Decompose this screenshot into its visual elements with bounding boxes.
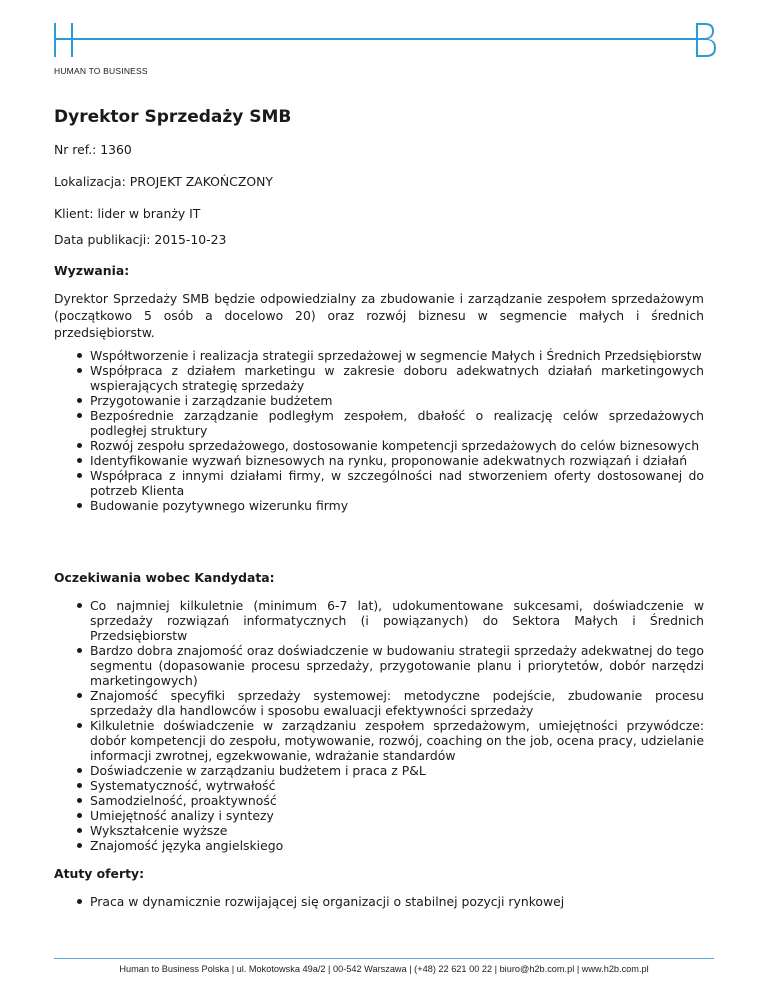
page-title: Dyrektor Sprzedaży SMB (54, 107, 292, 127)
company-logo (54, 22, 716, 78)
bullet-icon (77, 843, 82, 848)
bullet-icon (77, 368, 82, 373)
reference-number: Nr ref.: 1360 (54, 142, 132, 157)
list-item-text: Przygotowanie i zarządzanie budżetem (90, 393, 333, 408)
list-item (90, 393, 704, 408)
list-item-text: Bezpośrednie zarządzanie podległym zespołem, dbałość o realizację celów sprzedażowych podległej struktury (90, 408, 704, 438)
list-item-text: Kilkuletnie doświadczenie w zarządzaniu zespołem sprzedażowym, umiejętności przywódcze: dobór kompetencji do zespołu, motywowanie, rozwój, coaching on the job, ocena pracy, udzielanie informacji zwrotnej, egzekwowanie, wdrażanie standardów (90, 718, 704, 763)
list-item-text: Wykształcenie wyższe (90, 823, 228, 838)
list-item (90, 498, 704, 513)
list-item (90, 778, 704, 793)
list-item-text: Znajomość języka angielskiego (90, 838, 284, 853)
location: Lokalizacja: PROJEKT ZAKOŃCZONY (54, 174, 273, 189)
bullet-icon (77, 398, 82, 403)
list-item-text: Praca w dynamicznie rozwijającej się organizacji o stabilnej pozycji rynkowej (90, 894, 565, 909)
list-item (90, 453, 704, 468)
list-item-text: Współpraca z innymi działami firmy, w szczególności nad stworzeniem oferty dostosowanej do potrzeb Klienta (90, 468, 704, 498)
bullet-icon (77, 693, 82, 698)
list-item (90, 348, 704, 363)
list-item (90, 838, 704, 853)
benefits-heading: Atuty oferty: (54, 866, 145, 881)
list-item-text: Doświadczenie w zarządzaniu budżetem i praca z P&L (90, 763, 426, 778)
bullet-icon (77, 473, 82, 478)
list-item (90, 688, 704, 718)
logo-graphic (54, 22, 716, 62)
list-item-text: Samodzielność, proaktywność (90, 793, 277, 808)
list-item-text: Współpraca z działem marketingu w zakresie doboru adekwatnych działań marketingowych wspierających strategię sprzedaży (90, 363, 704, 393)
list-item (90, 468, 704, 498)
list-item (90, 718, 704, 763)
bullet-icon (77, 413, 82, 418)
list-item-text: Umiejętność analizy i syntezy (90, 808, 274, 823)
bullet-icon (77, 798, 82, 803)
challenges-intro: Dyrektor Sprzedaży SMB będzie odpowiedzialny za zbudowanie i zarządzanie zespołem sprzedażowym (początkowo 5 osób a docelowo 20) oraz rozwój biznesu w segmencie małych i średnich przedsiębiorstw. (54, 291, 704, 340)
bullet-icon (77, 723, 82, 728)
bullet-icon (77, 503, 82, 508)
list-item-text: Bardzo dobra znajomość oraz doświadczenie w budowaniu strategii sprzedaży adekwatnej do tego segmentu (dopasowanie procesu sprzedaży, przygotowanie planu i priorytetów, dobór narzędzi marketingowych) (90, 643, 704, 688)
list-item (90, 894, 704, 909)
list-item-text: Budowanie pozytywnego wizerunku firmy (90, 498, 349, 513)
bullet-icon (77, 768, 82, 773)
challenges-list (90, 348, 704, 513)
list-item (90, 598, 704, 643)
benefits-list (90, 894, 704, 909)
list-item-text: Współtworzenie i realizacja strategii sprzedażowej w segmencie Małych i Średnich Przedsiębiorstw (90, 348, 702, 363)
bullet-icon (77, 813, 82, 818)
publication-date: Data publikacji: 2015-10-23 (54, 232, 227, 247)
bullet-icon (77, 458, 82, 463)
list-item-text: Systematyczność, wytrwałość (90, 778, 276, 793)
list-item (90, 793, 704, 808)
list-item (90, 438, 704, 453)
expectations-list (90, 598, 704, 853)
bullet-icon (77, 828, 82, 833)
footer-divider (54, 958, 714, 959)
list-item-text: Co najmniej kilkuletnie (minimum 6-7 lat), udokumentowane sukcesami, doświadczenie w sprzedaży rozwiązań informatycznych (i powiązanych) do Sektora Małych i Średnich Przedsiębiorstw (90, 598, 704, 643)
bullet-icon (77, 783, 82, 788)
bullet-icon (77, 648, 82, 653)
bullet-icon (77, 353, 82, 358)
list-item (90, 763, 704, 778)
logo-tagline: HUMAN TO BUSINESS (54, 66, 148, 76)
bullet-icon (77, 899, 82, 904)
footer-contact: Human to Business Polska | ul. Mokotowska 49a/2 | 00-542 Warszawa | (+48) 22 621 00 22 | biuro@h2b.com.pl | www.h2b.com.pl (119, 964, 649, 974)
list-item (90, 363, 704, 393)
list-item-text: Rozwój zespołu sprzedażowego, dostosowanie kompetencji sprzedażowych do celów biznesowych (90, 438, 700, 453)
list-item (90, 643, 704, 688)
challenges-heading: Wyzwania: (54, 263, 130, 278)
list-item (90, 823, 704, 838)
list-item-text: Identyfikowanie wyzwań biznesowych na rynku, proponowanie adekwatnych rozwiązań i działań (90, 453, 688, 468)
list-item-text: Znajomość specyfiki sprzedaży systemowej: metodyczne podejście, zbudowanie procesu sprzedaży dla handlowców i sposobu ewaluacji efektywności sprzedaży (90, 688, 704, 718)
list-item (90, 808, 704, 823)
list-item (90, 408, 704, 438)
client: Klient: lider w branży IT (54, 206, 201, 221)
bullet-icon (77, 603, 82, 608)
bullet-icon (77, 443, 82, 448)
expectations-heading: Oczekiwania wobec Kandydata: (54, 570, 275, 585)
